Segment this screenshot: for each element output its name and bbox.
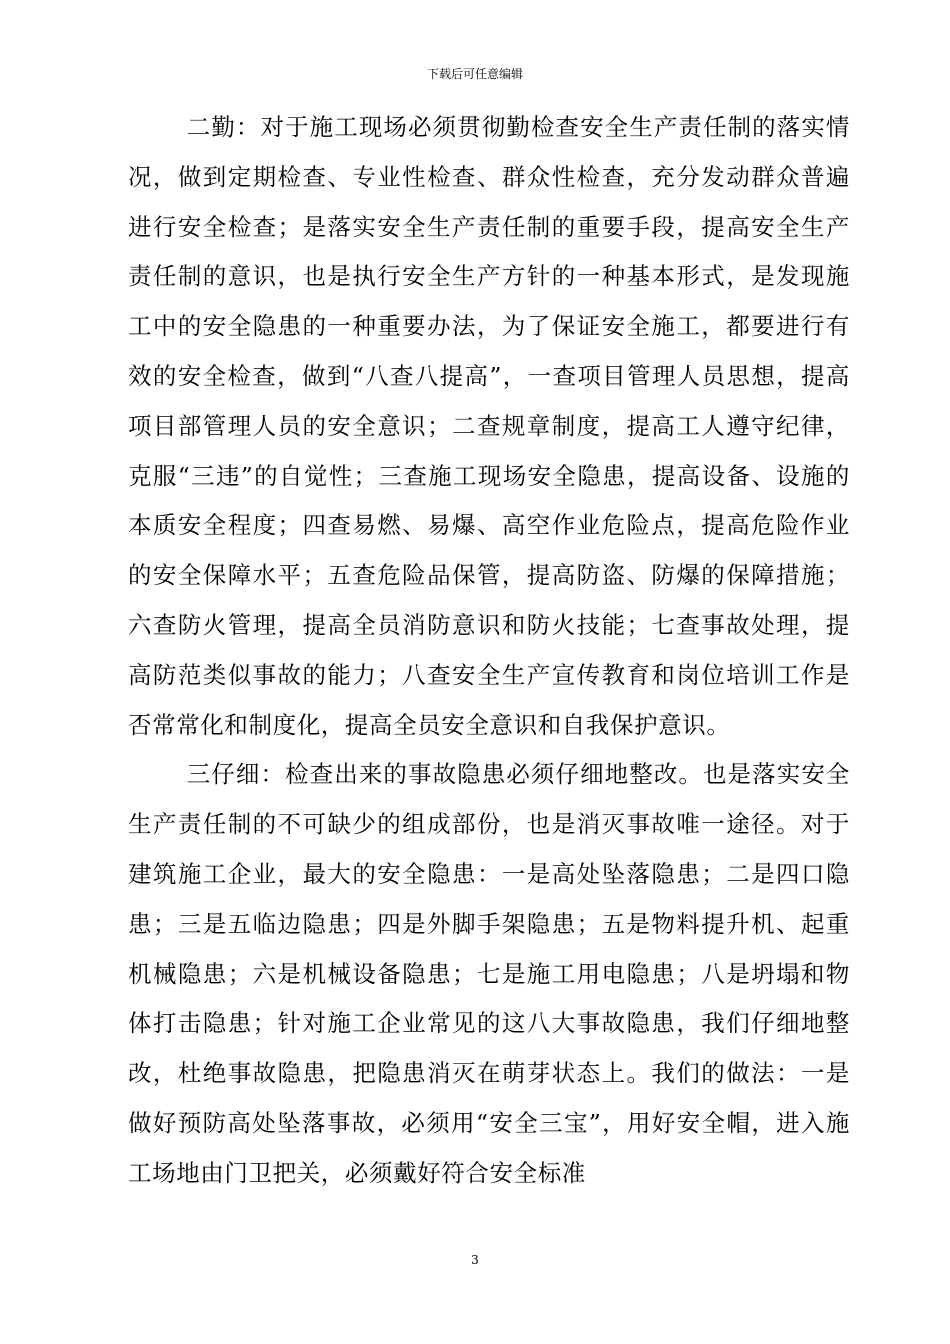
page-number: 3 [471,1253,479,1267]
page-header: 下载后可任意编辑 [426,67,523,81]
paragraph-two-diligence: 二勤：对于施工现场必须贯彻勤检查安全生产责任制的落实情况，做到定期检查、专业性检查、群众性检查，充分发动群众普遍进行安全检查；是落实安全生产责任制的重要手段，提高安全生产责任制的意识，也是执行安全生产方针的一种基本形式，是发现施工中的安全隐患的一种重要办法，为了保证安全施工，都要进行有效的安全检查，做到“八查八提高”，一查项目管理人员思想，提高项目部管理人员的安全意识；二查规章制度，提高工人遵守纪律，克服“三违”的自觉性；三查施工现场安全隐患，提高设备、设施的本质安全程度；四查易燃、易爆、高空作业危险点，提高危险作业的安全保障水平；五查危险品保管，提高防盗、防爆的保障措施；六查防火管理，提高全员消防意识和防火技能；七查事故处理，提高防范类似事故的能力；八查安全生产宣传教育和岗位培训工作是否常常化和制度化，提高全员安全意识和自我保护意识。 [128,113,850,739]
document-body [128,103,850,1199]
paragraph-three-careful: 三仔细：检查出来的事故隐患必须仔细地整改。也是落实安全生产责任制的不可缺少的组成部份，也是消灭事故唯一途径。对于建筑施工企业，最大的安全隐患：一是高处坠落隐患；二是四口隐患；三是五临边隐患；四是外脚手架隐患；五是物料提升机、起重机械隐患；六是机械设备隐患；七是施工用电隐患；八是坍塌和物体打击隐患；针对施工企业常见的这八大事故隐患，我们仔细地整改，杜绝事故隐患，把隐患消灭在萌芽状态上。我们的做法：一是做好预防高处坠落事故，必须用“安全三宝”，用好安全帽，进入施工场地由门卫把关，必须戴好符合安全标准 [128,760,850,1187]
